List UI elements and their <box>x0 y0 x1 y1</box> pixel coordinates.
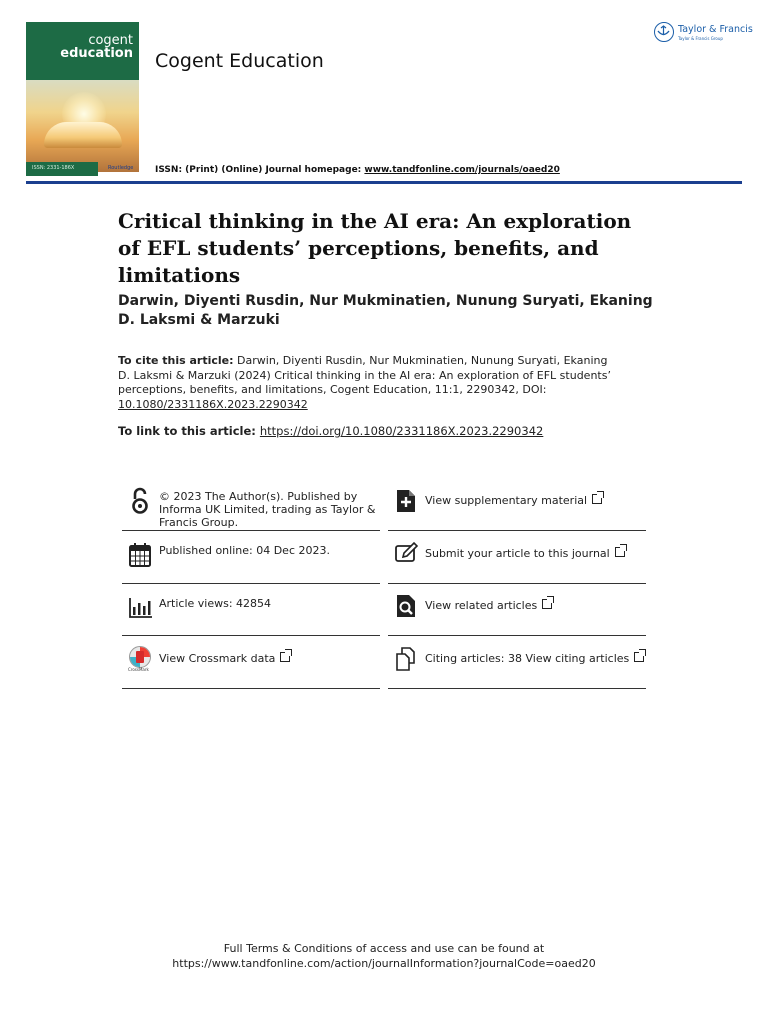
edit-icon <box>394 540 418 568</box>
taylor-francis-icon <box>654 22 674 42</box>
citation-doi-link[interactable]: 10.1080/2331186X.2023.2290342 <box>118 397 308 411</box>
cover-publisher-badge: Routledge <box>108 165 134 171</box>
bar-chart-icon <box>128 592 152 620</box>
license-text: © 2023 The Author(s). Published by Informa UK Limited, trading as Taylor & Francis Group. <box>159 490 376 529</box>
article-link-label: To link to this article: <box>118 424 256 438</box>
license-info <box>122 479 380 531</box>
related-articles-link[interactable] <box>425 599 552 612</box>
citing-articles-link[interactable] <box>425 652 644 665</box>
journal-homepage-link[interactable]: www.tandfonline.com/journals/oaed20 <box>364 165 560 175</box>
taylor-francis-group: Taylor & Francis Group <box>678 36 723 41</box>
article-views-text: Article views: 42854 <box>159 597 272 610</box>
external-link-icon <box>634 652 644 662</box>
citing-articles-label: Citing articles: 38 View citing articles <box>425 652 630 665</box>
search-document-icon <box>394 592 418 620</box>
supplementary-row[interactable] <box>388 479 646 531</box>
external-link-icon <box>615 547 625 557</box>
crossmark-badge-text: CrossMark <box>128 667 149 672</box>
related-articles-row[interactable] <box>388 584 646 636</box>
article-authors: Darwin, Diyenti Rusdin, Nur Mukminatien, Nunung Suryati, Ekaning D. Laksmi & Marzuki <box>118 293 653 328</box>
citing-articles-row[interactable] <box>388 637 646 689</box>
terms-line: Full Terms & Conditions of access and use can be found at <box>223 942 545 955</box>
cover-issn: ISSN: 2331-186X <box>32 165 75 171</box>
cover-logo-line2: education <box>60 46 133 61</box>
article-doi-link[interactable]: https://doi.org/10.1080/2331186X.2023.2290342 <box>259 424 544 438</box>
crossmark-label: View Crossmark data <box>159 652 276 665</box>
issn-label: ISSN: (Print) (Online) Journal homepage: <box>155 165 365 175</box>
taylor-francis-name: Taylor & Francis <box>678 24 753 35</box>
calendar-icon <box>128 540 152 568</box>
article-views-info <box>122 584 380 636</box>
citation-text: Darwin, Diyenti Rusdin, Nur Mukminatien, Nunung Suryati, Ekaning D. Laksmi & Marzuki (2024) Critical thinking in the AI era: An exploration of EFL students’ perceptions, benefits, and limitations, Cogent Education, 11:1, 2290342, DOI: <box>118 354 611 396</box>
published-date-info <box>122 532 380 584</box>
issn-line <box>155 165 560 175</box>
citation-label: To cite this article: <box>118 354 234 367</box>
supplementary-label: View supplementary material <box>425 494 588 507</box>
citing-documents-icon <box>394 645 418 673</box>
submit-link[interactable] <box>425 547 625 560</box>
citation-block <box>118 354 618 412</box>
terms-footer <box>0 942 768 971</box>
journal-cover-image <box>26 22 139 176</box>
external-link-icon <box>280 652 290 662</box>
submit-row[interactable] <box>388 532 646 584</box>
external-link-icon <box>542 599 552 609</box>
header-divider <box>26 181 742 184</box>
cover-logo-line1: cogent <box>88 33 133 48</box>
published-date-text: Published online: 04 Dec 2023. <box>159 544 330 557</box>
open-access-icon <box>128 487 152 515</box>
article-title: Critical thinking in the AI era: An exploration of EFL students’ perceptions, benefits, and limitations <box>118 209 632 287</box>
journal-title: Cogent Education <box>155 50 324 72</box>
terms-url[interactable]: https://www.tandfonline.com/action/journalInformation?journalCode=oaed20 <box>172 956 596 970</box>
submit-label: Submit your article to this journal <box>425 547 610 560</box>
crossmark-row[interactable] <box>122 637 380 689</box>
article-link-row <box>118 424 543 438</box>
related-articles-label: View related articles <box>425 599 538 612</box>
file-plus-icon <box>394 487 418 515</box>
supplementary-link[interactable] <box>425 494 602 507</box>
crossmark-link[interactable] <box>159 652 290 665</box>
external-link-icon <box>592 494 602 504</box>
cover-book <box>44 122 122 148</box>
